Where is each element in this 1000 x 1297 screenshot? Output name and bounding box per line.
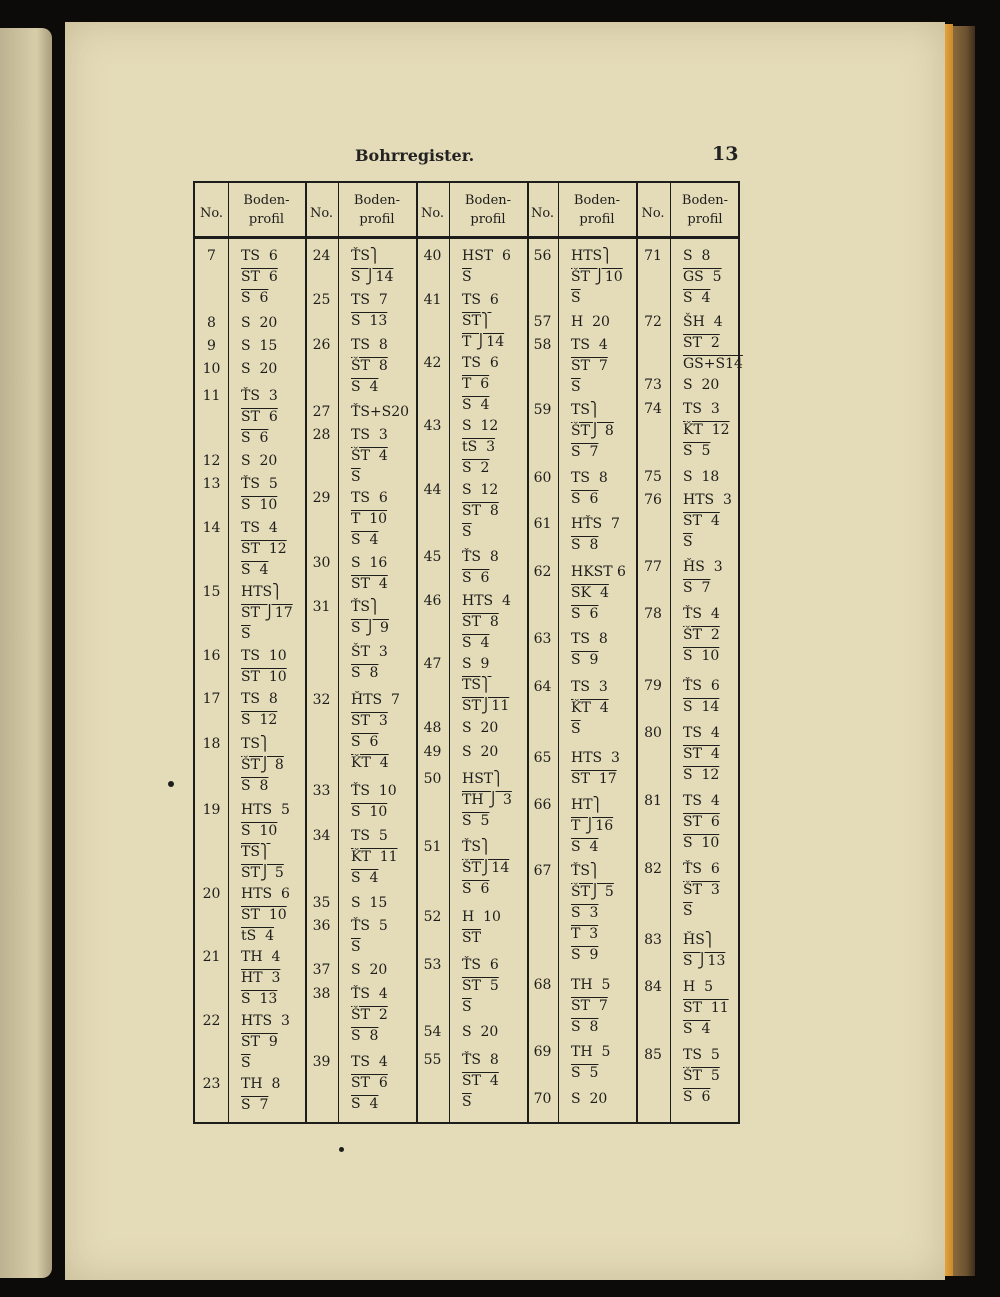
bodenprofil-layer: TS 3 [571, 679, 608, 695]
bohr-number: 36 [312, 918, 331, 934]
bohr-number: 60 [533, 470, 552, 486]
bodenprofil-layer: ŤS+S20 [351, 404, 410, 420]
bohr-number: 69 [533, 1044, 552, 1060]
bohr-number: 42 [423, 355, 442, 371]
bodenprofil-layer: ŤS 3 [241, 388, 278, 404]
bodenprofil-layer: ȞS⎫ [683, 932, 716, 948]
bodenprofil-layer: S 6 [571, 491, 599, 507]
bodenprofil-layer: ŤS⎫ [351, 248, 381, 264]
bodenprofil-layer: ŤS⎫ [351, 599, 381, 615]
bodenprofil-layer: S 6 [462, 881, 490, 897]
bohr-number: 8 [207, 315, 216, 331]
bodenprofil-layer: ST 17 [571, 771, 617, 787]
bodenprofil-layer: S 7 [241, 1097, 269, 1113]
bodenprofil-layer: ST 4 [683, 746, 720, 762]
bodenprofil-layer: $\overline{S}$ [351, 939, 361, 955]
bodenprofil-layer: ST⎭ 5 [241, 865, 284, 881]
bodenprofil-layer: S 10 [683, 835, 720, 851]
bodenprofil-layer: HST⎫ [462, 771, 504, 787]
bohr-number: 40 [423, 248, 442, 264]
header-bodenprofil: Boden- profil [464, 193, 512, 227]
bodenprofil-layer: $\overline{S}$ [462, 269, 472, 285]
bodenprofil-layer: ŠT 5 [683, 1068, 720, 1084]
bohr-number: 41 [423, 292, 442, 308]
bodenprofil-layer: HT 3 [241, 970, 281, 986]
header-no: No. [641, 206, 665, 221]
bohr-number: 33 [312, 783, 331, 799]
bodenprofil-layer: ŤS 5 [241, 476, 278, 492]
bohr-number: 23 [202, 1076, 221, 1092]
bodenprofil-layer: HTS⎫ [571, 248, 613, 264]
bodenprofil-layer: ŠT 2 [683, 627, 720, 643]
bodenprofil-layer: T ⎭14 [462, 334, 505, 350]
bohr-number: 51 [423, 839, 442, 855]
bodenprofil-layer: $\overline{S}$ [241, 1055, 251, 1071]
bodenprofil-layer: S 15 [241, 338, 278, 354]
bodenprofil-layer: TS 4 [683, 793, 720, 809]
column-rule [338, 183, 339, 1122]
bodenprofil-layer: T 3 [571, 926, 599, 942]
bohr-number: 22 [202, 1013, 221, 1029]
bohr-number: 77 [644, 559, 662, 575]
bohr-number: 26 [312, 337, 331, 353]
bohr-number: 13 [202, 476, 221, 492]
bodenprofil-layer: HŤS 7 [571, 516, 620, 532]
bodenprofil-layer: $\overline{S}$ [241, 626, 251, 642]
bodenprofil-layer: S 4 [683, 290, 711, 306]
bodenprofil-layer: ST 6 [241, 269, 278, 285]
bodenprofil-layer: S 12 [241, 712, 278, 728]
bohr-number: 21 [202, 949, 221, 965]
bohr-number: 18 [202, 736, 221, 752]
bodenprofil-layer: HTS 3 [241, 1013, 290, 1029]
bohr-number: 76 [644, 492, 662, 508]
bodenprofil-layer: TS⎫ [241, 736, 271, 752]
bodenprofil-layer: S 9 [571, 947, 599, 963]
bodenprofil-layer: S 20 [241, 453, 278, 469]
bodenprofil-layer: S 5 [683, 443, 711, 459]
bohr-number: 67 [533, 863, 552, 879]
header-no: No. [199, 206, 224, 221]
bodenprofil-layer: S 4 [571, 839, 599, 855]
header-no: No. [530, 206, 555, 221]
bodenprofil-layer: TS 4 [571, 337, 608, 353]
bohr-number: 59 [533, 402, 552, 418]
bodenprofil-layer: S 15 [351, 895, 388, 911]
bodenprofil-layer: TS 10 [241, 648, 287, 664]
bodenprofil-layer: H 10 [462, 909, 501, 925]
bodenprofil-layer: S 13 [351, 313, 388, 329]
bohr-number: 16 [202, 648, 221, 664]
bodenprofil-layer: TS 5 [351, 828, 388, 844]
bodenprofil-layer: S 20 [462, 720, 499, 736]
bodenprofil-layer: ǨT 12 [683, 422, 730, 438]
bodenprofil-layer: ST 12 [241, 541, 287, 557]
bodenprofil-layer: S 6 [241, 430, 269, 446]
ink-speck [339, 1147, 344, 1152]
bodenprofil-layer: S ⎭14 [351, 269, 394, 285]
bodenprofil-layer: ST 8 [462, 614, 499, 630]
bodenprofil-layer: ŠT 3 [351, 644, 388, 660]
bohr-number: 31 [312, 599, 331, 615]
bohr-number: 29 [312, 490, 331, 506]
bodenprofil-layer: S 20 [351, 962, 388, 978]
bodenprofil-layer: S 8 [683, 248, 711, 264]
bohr-number: 9 [207, 338, 216, 354]
bodenprofil-layer: S 4 [351, 532, 379, 548]
bodenprofil-layer: $\overline{S}$ [571, 379, 581, 395]
bodenprofil-layer: ŠT 8 [351, 358, 388, 374]
bodenprofil-layer: S 5 [462, 813, 490, 829]
bodenprofil-layer: TH 8 [241, 1076, 281, 1092]
bodenprofil-layer: ST 10 [241, 669, 287, 685]
bodenprofil-layer: S 13 [241, 991, 278, 1007]
bohr-number: 34 [312, 828, 331, 844]
bodenprofil-layer: S 9 [462, 656, 490, 672]
bohr-number: 17 [202, 691, 221, 707]
bodenprofil-layer: S 4 [241, 562, 269, 578]
bodenprofil-layer: $\overline{S}$ [683, 903, 693, 919]
bohr-number: 24 [312, 248, 331, 264]
bohr-number: 72 [644, 314, 662, 330]
bodenprofil-layer: ŠT⎭ 8 [571, 423, 614, 439]
bodenprofil-layer: $\overline{S}$ [571, 721, 581, 737]
bodenprofil-layer: S 8 [351, 665, 379, 681]
bodenprofil-layer: TH 5 [571, 977, 611, 993]
bodenprofil-layer: tS 4 [241, 928, 275, 944]
bodenprofil-layer: ST 2 [683, 335, 720, 351]
bodenprofil-layer: ST 4 [683, 513, 720, 529]
bohr-number: 73 [644, 377, 662, 393]
bohr-number: 68 [533, 977, 552, 993]
bodenprofil-layer: S 12 [462, 482, 499, 498]
bodenprofil-layer: TS 7 [351, 292, 388, 308]
bodenprofil-layer: $\overline{S}$ [462, 999, 472, 1015]
bodenprofil-layer: TS⎫ [462, 677, 492, 693]
bohr-number: 7 [207, 248, 216, 264]
bodenprofil-layer: ŤS 6 [462, 957, 499, 973]
bohr-number: 64 [533, 679, 552, 695]
bodenprofil-layer: ŠT⎭ 8 [241, 757, 284, 773]
bodenprofil-layer: ST 4 [462, 1073, 499, 1089]
bodenprofil-layer: ST 6 [683, 814, 720, 830]
bodenprofil-layer: H 5 [683, 979, 714, 995]
bodenprofil-layer: TH 5 [571, 1044, 611, 1060]
bohr-number: 84 [644, 979, 662, 995]
bohr-number: 39 [312, 1054, 331, 1070]
bohr-number: 54 [423, 1024, 442, 1040]
bodenprofil-layer: ŠT 3 [683, 882, 720, 898]
bodenprofil-layer: S 10 [241, 497, 278, 513]
bodenprofil-layer: S 18 [683, 469, 720, 485]
bodenprofil-layer: HT⎫ [571, 797, 604, 813]
bohr-number: 48 [423, 720, 442, 736]
bodenprofil-layer: TS 8 [351, 337, 388, 353]
header-bodenprofil: Boden- profil [681, 193, 729, 227]
bodenprofil-layer: S 8 [351, 1028, 379, 1044]
column-rule [228, 183, 229, 1122]
bodenprofil-layer: ŤS 10 [351, 783, 397, 799]
bodenprofil-layer: $\overline{S}$ [351, 469, 361, 485]
bodenprofil-layer: ST⎭11 [462, 698, 510, 714]
column-rule [416, 183, 418, 1122]
bodenprofil-layer: ST 7 [571, 358, 608, 374]
bodenprofil-layer: ȞS 3 [683, 559, 723, 575]
bodenprofil-layer: S 4 [351, 1096, 379, 1112]
header-rule [195, 236, 738, 239]
bodenprofil-layer: HTS 3 [571, 750, 620, 766]
bodenprofil-layer: S 20 [462, 744, 499, 760]
bodenprofil-layer: S 20 [241, 361, 278, 377]
bohr-number: 19 [202, 802, 221, 818]
bohr-number: 46 [423, 593, 442, 609]
bodenprofil-layer: S 20 [683, 377, 720, 393]
bohr-number: 25 [312, 292, 331, 308]
bohr-number: 75 [644, 469, 662, 485]
bohr-number: 32 [312, 692, 331, 708]
bohr-number: 45 [423, 549, 442, 565]
bodenprofil-layer: ŤS⎫ [462, 839, 492, 855]
bodenprofil-layer: HST 6 [462, 248, 511, 264]
bodenprofil-layer: ST 9 [241, 1034, 278, 1050]
bodenprofil-layer: S 3 [571, 905, 599, 921]
bodenprofil-layer: TS 4 [241, 520, 278, 536]
bodenprofil-layer: S 8 [241, 778, 269, 794]
bohr-number: 83 [644, 932, 662, 948]
bodenprofil-layer: S 10 [683, 648, 720, 664]
bodenprofil-layer: HTS 4 [462, 593, 511, 609]
bodenprofil-layer: ST⎫ [462, 313, 492, 329]
bodenprofil-layer: ST 10 [241, 907, 287, 923]
bodenprofil-layer: GS+S14 [683, 356, 743, 372]
bodenprofil-layer: ȞTS 7 [351, 692, 400, 708]
bohr-number: 82 [644, 861, 662, 877]
bodenprofil-layer: TS 6 [462, 355, 499, 371]
bodenprofil-layer: TS 3 [351, 427, 388, 443]
bodenprofil-layer: HTS⎫ [241, 584, 283, 600]
bohr-number: 30 [312, 555, 331, 571]
bodenprofil-layer: ǨT 4 [571, 700, 609, 716]
bohr-number: 63 [533, 631, 552, 647]
bodenprofil-layer: $\overline{ST}$ [462, 930, 481, 946]
bodenprofil-layer: ŤS 4 [351, 986, 388, 1002]
bodenprofil-layer: ŠT 4 [351, 448, 388, 464]
bodenprofil-layer: S 8 [571, 1019, 599, 1035]
left-page-edge [0, 28, 52, 1278]
bodenprofil-layer: TS 5 [683, 1047, 720, 1063]
bohrregister-table [193, 181, 743, 1124]
bodenprofil-layer: $\overline{S}$ [683, 534, 693, 550]
book-cover-edge [953, 26, 975, 1276]
bodenprofil-layer: ǨT 11 [351, 849, 398, 865]
bodenprofil-layer: tS 3 [462, 439, 496, 455]
bodenprofil-layer: HTS 6 [241, 886, 290, 902]
bodenprofil-layer: ŤS 5 [351, 918, 388, 934]
bodenprofil-layer: ǨT 4 [351, 755, 389, 771]
bohr-number: 14 [202, 520, 221, 536]
bohr-number: 50 [423, 771, 442, 787]
bohr-number: 78 [644, 606, 662, 622]
bohr-number: 61 [533, 516, 552, 532]
bohr-number: 15 [202, 584, 221, 600]
bodenprofil-layer: S 12 [683, 767, 720, 783]
bodenprofil-layer: T ⎭16 [571, 818, 614, 834]
bodenprofil-layer: TS 4 [683, 725, 720, 741]
bohr-number: 66 [533, 797, 552, 813]
bodenprofil-layer: H 20 [571, 314, 610, 330]
bohr-number: 10 [202, 361, 221, 377]
bodenprofil-layer: ŠH 4 [683, 314, 723, 330]
bohr-number: 65 [533, 750, 552, 766]
bodenprofil-layer: $\overline{S}$ [462, 524, 472, 540]
bohr-number: 71 [644, 248, 662, 264]
bodenprofil-layer: S 8 [571, 537, 599, 553]
bodenprofil-layer: S 20 [462, 1024, 499, 1040]
bodenprofil-layer: T 6 [462, 376, 490, 392]
bodenprofil-layer: ST 11 [683, 1000, 729, 1016]
bodenprofil-layer: S 9 [571, 652, 599, 668]
bodenprofil-layer: TS 6 [462, 292, 499, 308]
bodenprofil-layer: SK 4 [571, 585, 609, 601]
bohr-number: 28 [312, 427, 331, 443]
bohr-number: 47 [423, 656, 442, 672]
bodenprofil-layer: HTS 3 [683, 492, 732, 508]
bodenprofil-layer: ŤS 6 [683, 861, 720, 877]
running-title: Bohrregister. [355, 146, 475, 165]
bodenprofil-layer: S 6 [241, 290, 269, 306]
bodenprofil-layer: ŠT 2 [351, 1007, 388, 1023]
bodenprofil-layer: S 10 [351, 804, 388, 820]
header-bodenprofil: Boden- profil [243, 193, 290, 227]
bodenprofil-layer: S 7 [571, 444, 599, 460]
bodenprofil-layer: TS 8 [571, 631, 608, 647]
bohr-number: 53 [423, 957, 442, 973]
bodenprofil-layer: ŤS 8 [462, 1052, 499, 1068]
bohr-number: 56 [533, 248, 552, 264]
bodenprofil-layer: S 6 [571, 606, 599, 622]
bohr-number: 44 [423, 482, 442, 498]
bodenprofil-layer: T 10 [351, 511, 388, 527]
header-bodenprofil: Boden- profil [353, 193, 401, 227]
bodenprofil-layer: ST 8 [462, 503, 499, 519]
column-rule [558, 183, 559, 1122]
bodenprofil-layer: ŠT ⎭10 [571, 269, 623, 285]
bodenprofil-layer: TS 3 [683, 401, 720, 417]
bohr-number: 38 [312, 986, 331, 1002]
bohr-number: 43 [423, 418, 442, 434]
bodenprofil-layer: TS 8 [571, 470, 608, 486]
bohr-number: 57 [533, 314, 552, 330]
bodenprofil-layer: S 6 [683, 1089, 711, 1105]
bodenprofil-layer: S ⎭ 9 [351, 620, 389, 636]
bodenprofil-layer: $\overline{S}$ [462, 1094, 472, 1110]
bodenprofil-layer: S 4 [683, 1021, 711, 1037]
column-rule [305, 183, 307, 1122]
bodenprofil-layer: ST ⎭17 [241, 605, 293, 621]
bohr-number: 20 [202, 886, 221, 902]
bohr-number: 79 [644, 678, 662, 694]
bodenprofil-layer: S 2 [462, 460, 490, 476]
bodenprofil-layer: ST 6 [241, 409, 278, 425]
page-edge-gilt [945, 24, 953, 1276]
bohr-number: 81 [644, 793, 662, 809]
bodenprofil-layer: S 4 [462, 635, 490, 651]
bodenprofil-layer: ŤS 8 [462, 549, 499, 565]
bohr-number: 70 [533, 1091, 552, 1107]
header-bodenprofil: Boden- profil [573, 193, 621, 227]
bohr-number: 52 [423, 909, 442, 925]
bodenprofil-layer: TH 4 [241, 949, 281, 965]
bodenprofil-layer: S 4 [351, 870, 379, 886]
bohr-number: 49 [423, 744, 442, 760]
bodenprofil-layer: S 12 [462, 418, 499, 434]
bodenprofil-layer: S 20 [571, 1091, 608, 1107]
bodenprofil-layer: TS⎫ [571, 402, 601, 418]
bohr-number: 80 [644, 725, 662, 741]
bohr-number: 11 [202, 388, 221, 404]
bodenprofil-layer: ST 7 [571, 998, 608, 1014]
bodenprofil-layer: S 4 [462, 397, 490, 413]
bodenprofil-layer: ŠT⎭ 5 [571, 884, 614, 900]
header-no: No. [309, 206, 334, 221]
bodenprofil-layer: ST 3 [351, 713, 388, 729]
bohr-number: 58 [533, 337, 552, 353]
bohr-number: 12 [202, 453, 221, 469]
bodenprofil-layer: TS 8 [241, 691, 278, 707]
bodenprofil-layer: S 20 [241, 315, 278, 331]
bodenprofil-layer: HKST 6 [571, 564, 626, 580]
bodenprofil-layer: ŤS 4 [683, 606, 720, 622]
bodenprofil-layer: S 6 [462, 570, 490, 586]
bohr-number: 35 [312, 895, 331, 911]
bodenprofil-layer: S 4 [351, 379, 379, 395]
bodenprofil-layer: TS⎫ [241, 844, 271, 860]
bohr-number: 27 [312, 404, 331, 420]
bodenprofil-layer: GS 5 [683, 269, 722, 285]
bohr-number: 85 [644, 1047, 662, 1063]
bodenprofil-layer: ST 5 [462, 978, 499, 994]
bodenprofil-layer: TH ⎭ 3 [462, 792, 512, 808]
bodenprofil-layer: ŤS⎫ [571, 863, 601, 879]
column-rule [670, 183, 671, 1122]
bodenprofil-layer: ŠT⎭14 [462, 860, 510, 876]
bodenprofil-layer: S 14 [683, 699, 720, 715]
bodenprofil-layer: S 10 [241, 823, 278, 839]
page-number: 13 [712, 143, 739, 165]
bodenprofil-layer: $\overline{S}$ [571, 290, 581, 306]
bodenprofil-layer: ST 4 [351, 576, 388, 592]
bodenprofil-layer: TS 4 [351, 1054, 388, 1070]
ink-speck [168, 781, 174, 787]
bodenprofil-layer: TS 6 [241, 248, 278, 264]
bodenprofil-layer: S ⎭13 [683, 953, 726, 969]
bodenprofil-layer: S 5 [571, 1065, 599, 1081]
bodenprofil-layer: ŤS 6 [683, 678, 720, 694]
header-no: No. [420, 206, 445, 221]
bodenprofil-layer: HTS 5 [241, 802, 290, 818]
bodenprofil-layer: S 16 [351, 555, 388, 571]
bohr-number: 55 [423, 1052, 442, 1068]
bohr-number: 37 [312, 962, 331, 978]
bodenprofil-layer: S 6 [351, 734, 379, 750]
column-rule [449, 183, 450, 1122]
bodenprofil-layer: S 7 [683, 580, 711, 596]
bodenprofil-layer: ST 6 [351, 1075, 388, 1091]
bohr-number: 74 [644, 401, 662, 417]
bodenprofil-layer: TS 6 [351, 490, 388, 506]
bohr-number: 62 [533, 564, 552, 580]
